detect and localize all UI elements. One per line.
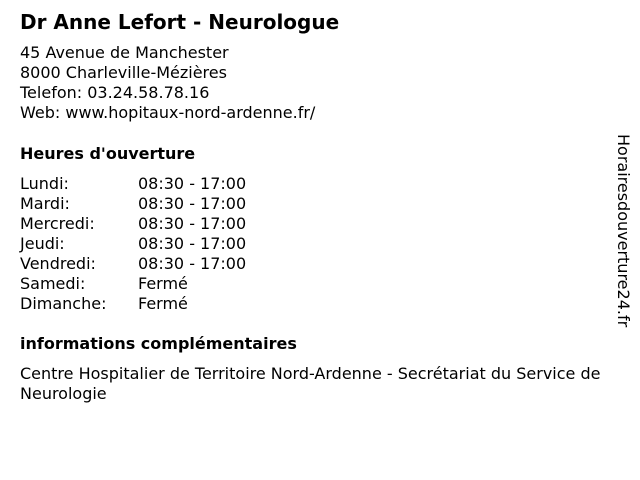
hours-time: 08:30 - 17:00 bbox=[138, 174, 247, 193]
hours-day: Lundi: bbox=[20, 174, 69, 193]
hours-row-sunday bbox=[20, 294, 246, 314]
address-city: 8000 Charleville-Mézières bbox=[20, 63, 227, 82]
address-block bbox=[20, 43, 315, 123]
hours-time: Fermé bbox=[138, 274, 188, 293]
hours-day: Jeudi: bbox=[20, 234, 65, 253]
hours-row-tuesday bbox=[20, 194, 246, 214]
hours-row-friday bbox=[20, 254, 246, 274]
hours-time: Fermé bbox=[138, 294, 188, 313]
hours-row-wednesday bbox=[20, 214, 246, 234]
page-title: Dr Anne Lefort - Neurologue bbox=[20, 10, 340, 34]
watermark-text: Horairesdouverture24.fr bbox=[614, 134, 633, 328]
hours-day: Mercredi: bbox=[20, 214, 95, 233]
hours-day: Vendredi: bbox=[20, 254, 96, 273]
phone-number: Telefon: 03.24.58.78.16 bbox=[20, 83, 210, 102]
hours-day: Dimanche: bbox=[20, 294, 107, 313]
hours-day: Samedi: bbox=[20, 274, 86, 293]
hours-time: 08:30 - 17:00 bbox=[138, 234, 247, 253]
hours-heading: Heures d'ouverture bbox=[20, 144, 196, 163]
hours-row-monday bbox=[20, 174, 246, 194]
hours-time: 08:30 - 17:00 bbox=[138, 214, 247, 233]
info-heading: informations complémentaires bbox=[20, 334, 297, 353]
address-street: 45 Avenue de Manchester bbox=[20, 43, 229, 62]
site-watermark bbox=[608, 134, 636, 344]
opening-hours-table bbox=[20, 174, 246, 314]
hours-row-saturday bbox=[20, 274, 246, 294]
hours-row-thursday bbox=[20, 234, 246, 254]
website: Web: www.hopitaux-nord-ardenne.fr/ bbox=[20, 103, 316, 122]
hours-time: 08:30 - 17:00 bbox=[138, 194, 247, 213]
hours-time: 08:30 - 17:00 bbox=[138, 254, 247, 273]
hours-day: Mardi: bbox=[20, 194, 70, 213]
info-text: Centre Hospitalier de Territoire Nord-Ardenne - Secrétariat du Service de Neurologie bbox=[20, 364, 601, 403]
